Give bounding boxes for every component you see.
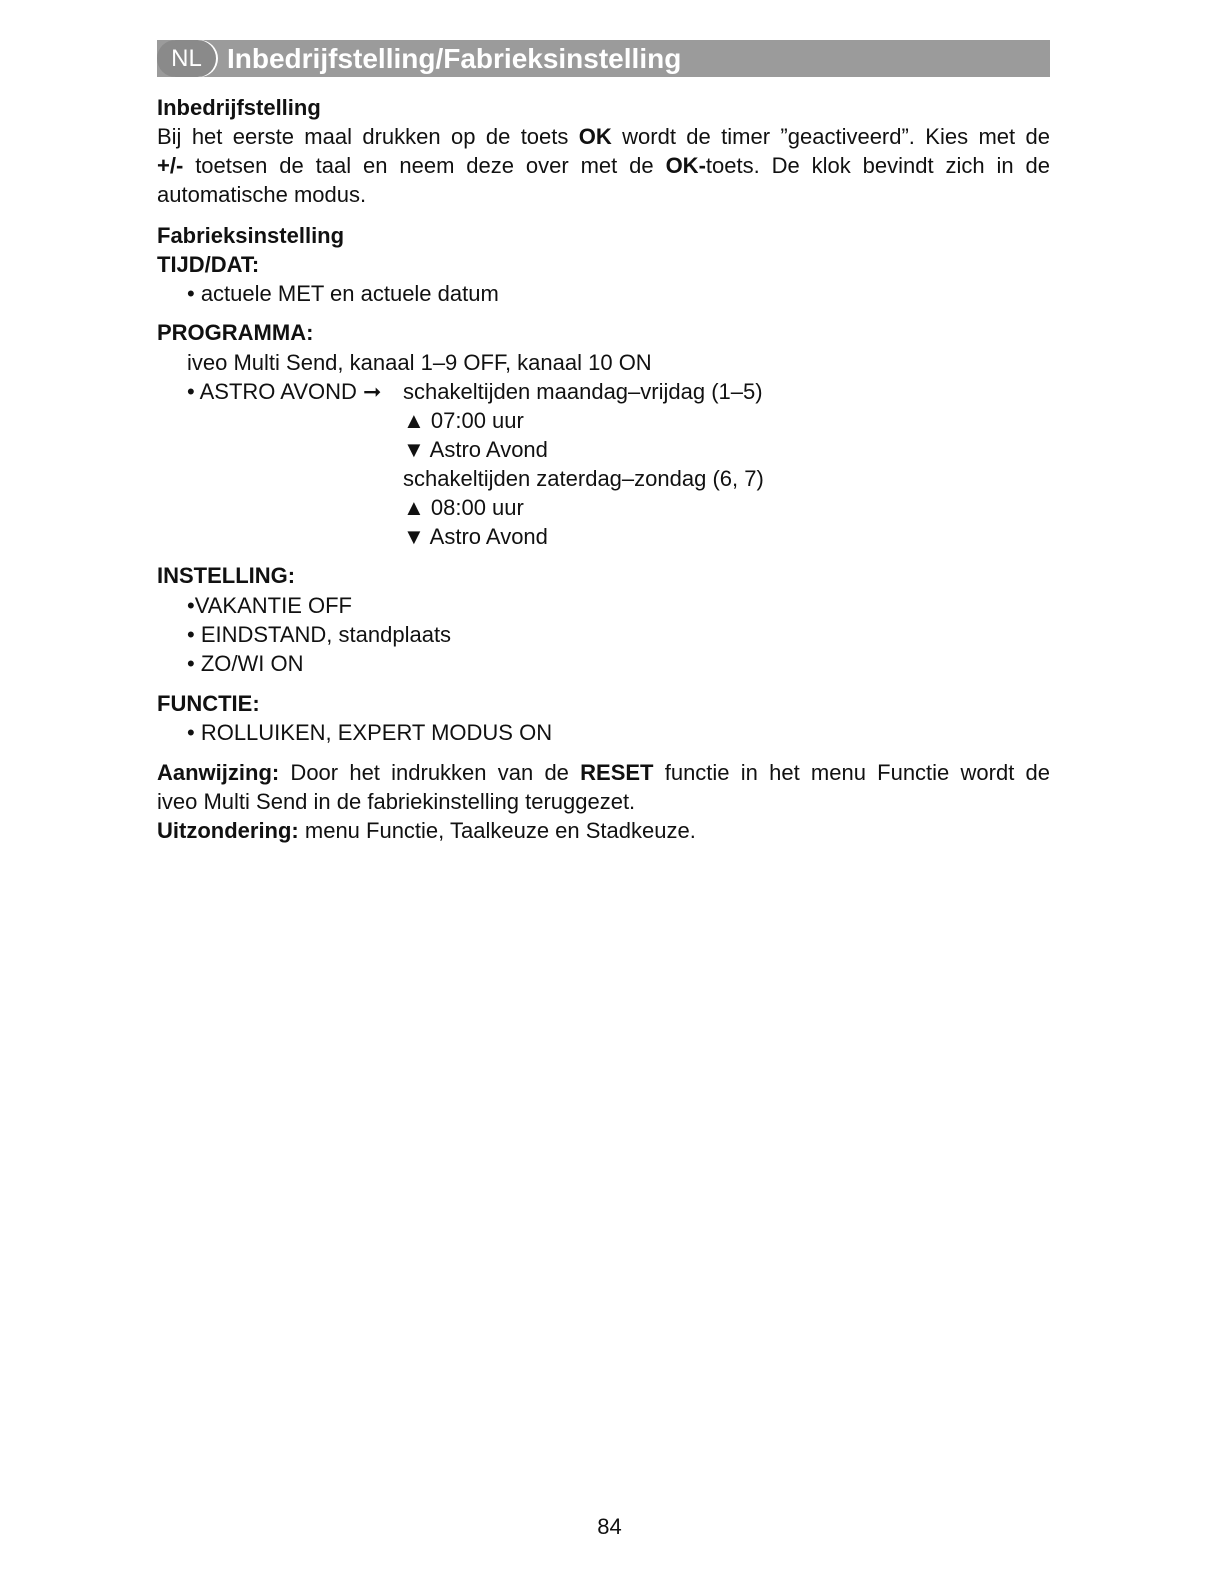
schedule-line: ▲ 07:00 uur — [403, 408, 524, 433]
language-badge: NL — [157, 40, 216, 77]
text: toetsen de taal en neem deze over met de — [183, 153, 666, 178]
heading-fabrieksinstelling: Fabrieksinstelling — [157, 223, 345, 248]
plus-minus-key-label: +/- — [157, 153, 184, 178]
list-item: • actuele MET en actuele datum — [187, 281, 499, 306]
schedule-line: schakeltijden maandag–vrijdag (1–5) — [403, 379, 763, 404]
list-item: •VAKANTIE OFF — [187, 593, 352, 618]
paragraph-line-2 — [157, 151, 1050, 180]
label-instelling: INSTELLING: — [157, 563, 296, 588]
list-item: • EINDSTAND, standplaats — [187, 622, 452, 647]
ok-key-label: OK — [578, 124, 612, 149]
text: menu Functie, Taalkeuze en Stadkeuze. — [298, 818, 696, 843]
schedule-line: schakeltijden zaterdag–zondag (6, 7) — [403, 466, 764, 491]
page-title: Inbedrijfstelling/Fabrieksinstelling — [227, 43, 682, 74]
note-label: Aanwijzing: — [157, 760, 280, 785]
label-tijd-dat: TIJD/DAT: — [157, 252, 260, 277]
note-line-2: iveo Multi Send in de fabriekinstelling teruggezet. — [157, 789, 636, 814]
exception-label: Uitzondering: — [157, 818, 299, 843]
astro-avond-label: • ASTRO AVOND ➞ — [187, 379, 382, 404]
programma-intro: iveo Multi Send, kanaal 1–9 OFF, kanaal 10 ON — [187, 350, 652, 375]
paragraph-line-1 — [157, 122, 1050, 151]
list-item: • ROLLUIKEN, EXPERT MODUS ON — [187, 720, 553, 745]
text: wordt de timer ”geactiveerd”. Kies met de — [611, 124, 1050, 149]
text: Door het indrukken van de — [279, 760, 581, 785]
note-line-1 — [157, 758, 1050, 787]
schedule-line: ▼ Astro Avond — [403, 524, 548, 549]
ok-key-label: OK- — [665, 153, 706, 178]
page-number: 84 — [597, 1514, 622, 1539]
schedule-line: ▼ Astro Avond — [403, 437, 548, 462]
reset-label: RESET — [580, 760, 654, 785]
list-item: • ZO/WI ON — [187, 651, 304, 676]
text: toets. De klok bevindt zich in de — [705, 153, 1050, 178]
text: functie in het menu Functie wordt de — [653, 760, 1050, 785]
label-functie: FUNCTIE: — [157, 691, 260, 716]
heading-inbedrijfstelling: Inbedrijfstelling — [157, 95, 321, 120]
paragraph-line-3: automatische modus. — [157, 182, 367, 207]
label-programma: PROGRAMMA: — [157, 320, 314, 345]
section-header-bar — [157, 40, 1050, 77]
exception-line — [157, 816, 696, 845]
text: Bij het eerste maal drukken op de toets — [157, 124, 579, 149]
schedule-line: ▲ 08:00 uur — [403, 495, 524, 520]
